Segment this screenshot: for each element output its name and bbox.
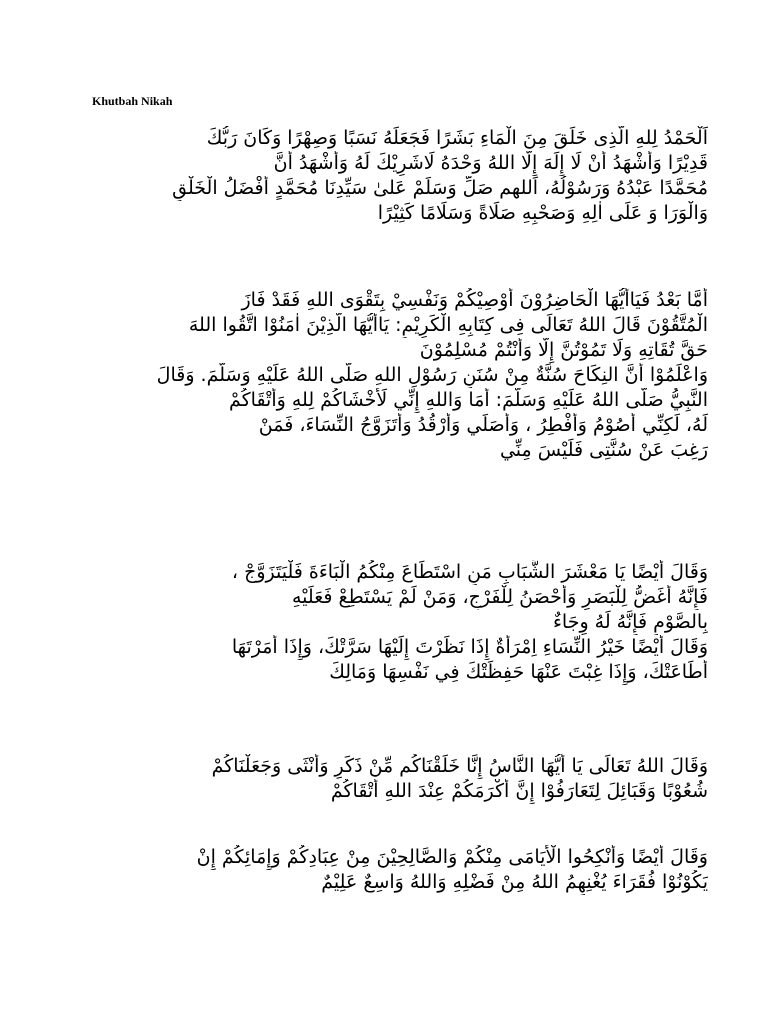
text-line: يَكُوْنُوْا فُقَرَاءَ يُغْنِهِمُ اللهُ مِنْ فَضْلِهِ وَاللهُ وَاسِعٌ عَلِيْمٌ <box>321 871 708 893</box>
text-line: حَقَّ تُقَاتِهِ وَلَا تَمُوْتُنَّ إِلَّا وَأَنْتُمْ مُسْلِمُوْنَ <box>419 339 708 361</box>
text-line: مُحَمَّدًا عَبْدُهُ وَرَسُوْلُهُ، اَللهم صَلِّ وَسَلِّمْ عَلىٰ سَيِّدِنَا مُحَمَّدٍ أَفْضَلُ الْخَلْقِ <box>172 177 708 199</box>
text-line: وَقَالَ أَيْضًا وَأَنْكِحُوا الْأَيَامَى مِنْكُمْ وَالصَّالِحِيْنَ مِنْ عِبَادِكُمْ وَإِمَائِكُمْ إِنْ <box>196 846 708 868</box>
text-line: وَقَالَ أَيْضًا يَا مَعْشَرَ الشَّبَابِ مَنِ اسْتَطَاعَ مِنْكُمُ الْبَاءَةَ فَلْيَتَزَوَّجْ ، <box>231 561 708 583</box>
text-line: قَدِيْرًا وَأَشْهَدُ أَنْ لَا إِلَهَ إِلَّا اللهُ وَحْدَهُ لَاشَرِيْكَ لَهُ وَأَشْهَدُ أَنَّ <box>273 152 708 174</box>
text-line: اَلْحَمْدُ لِلهِ الَّذِى خَلَقَ مِنَ الْمَاءِ بَشَرًا فَجَعَلَهُ نَسَبًا وَصِهْرًا وَكَانَ رَبُّكَ <box>206 127 708 149</box>
text-line: أَطَاعَتْكَ، وَإِذَا غِبْتَ عَنْهَا حَفِظَتْكَ فِي نَفْسِهَا وَمَالِكَ <box>329 661 708 683</box>
text-line: النَّبِيُّ صَلَّى اللهُ عَلَيْهِ وَسَلَّمَ: أَمَا وَاللهِ إِنِّي لَأَخْشَاكُمْ لِلهِ وَأَتْقَاكُمْ <box>228 389 708 411</box>
paragraph-quran-verse <box>76 754 708 804</box>
paragraph-closing-verse <box>76 845 708 895</box>
text-line: وَاعْلَمُوْا أَنَّ النِكَاحَ سُنَّةٌ مِنْ سُنَنِ رَسُوْلِ اللهِ صَلَّى اللهُ عَلَيْهِ وَسَلَّمَ. وَقَالَ <box>156 364 708 386</box>
paragraph-amma-badu <box>76 288 708 463</box>
text-line: شُعُوْبًا وَقَبَائِلَ لِتَعَارَفُوْا إِنَّ أَكْرَمَكُمْ عِنْدَ اللهِ أَتْقَاكُمْ <box>330 780 708 802</box>
text-line: أَمَّا بَعْدُ فَيَاأَيُّهَا الْحَاضِرُوْنَ أُوْصِيْكُمْ وَنَفْسِيْ بِتَقْوَى اللهِ فَقَدْ فَازَ <box>241 289 708 311</box>
text-line: فَإِنَّهُ أَغَضُّ لِلْبَصَرِ وَأَحْصَنُ لِلْفَرْجِ، وَمَنْ لَمْ يَسْتَطِعْ فَعَلَيْهِ <box>291 586 708 608</box>
text-line: وَقَالَ اللهُ تَعَالَى يَا أَيُّهَا النَّاسُ إِنَّا خَلَقْنَاكُم مِّنْ ذَكَرٍ وَأُنْثَى وَجَعَلْنَاكُمْ <box>211 755 708 777</box>
paragraph-hadith <box>76 560 708 685</box>
text-line: وَالْوَرَا وَ عَلَى اٰلِهِ وَصَحْبِهِ صَلَاةً وَسَلَامًا كَثِيْرًا <box>377 202 708 224</box>
text-line: بِالصَّوْمِ فَإِنَّهُ لَهُ وِجَاءٌ <box>552 611 708 633</box>
document-title: Khutbah Nikah <box>92 94 173 108</box>
text-line: رَغِبَ عَنْ سُنَّتِى فَلَيْسَ مِنِّي <box>499 439 708 461</box>
text-line: الْمُتَّقُوْنَ قَالَ اللهُ تَعَالَى فِى كِتَابِهِ الْكَرِيْمِ: يَاأَيُّهَا الَّذِيْنَ اٰمَنُوْا اتَّقُوا اللهَ <box>188 314 708 336</box>
paragraph-opening-praise <box>76 126 708 226</box>
text-line: وَقَالَ أَيْضًا خَيْرُ النِّسَاءِ اِمْرَأَةٌ إِذَا نَظَرْتَ إِلَيْهَا سَرَّتْكَ، وَإِذَا أَمَرْتَهَا <box>231 636 708 658</box>
text-line: لَهُ، لَكِنِّي أَصُوْمُ وَأُفْطِرُ ، وَأُصَلِّي وَأَرْقُدُ وَأَتَزَوَّجُ النِّسَاءَ، فَمَنْ <box>258 414 708 436</box>
